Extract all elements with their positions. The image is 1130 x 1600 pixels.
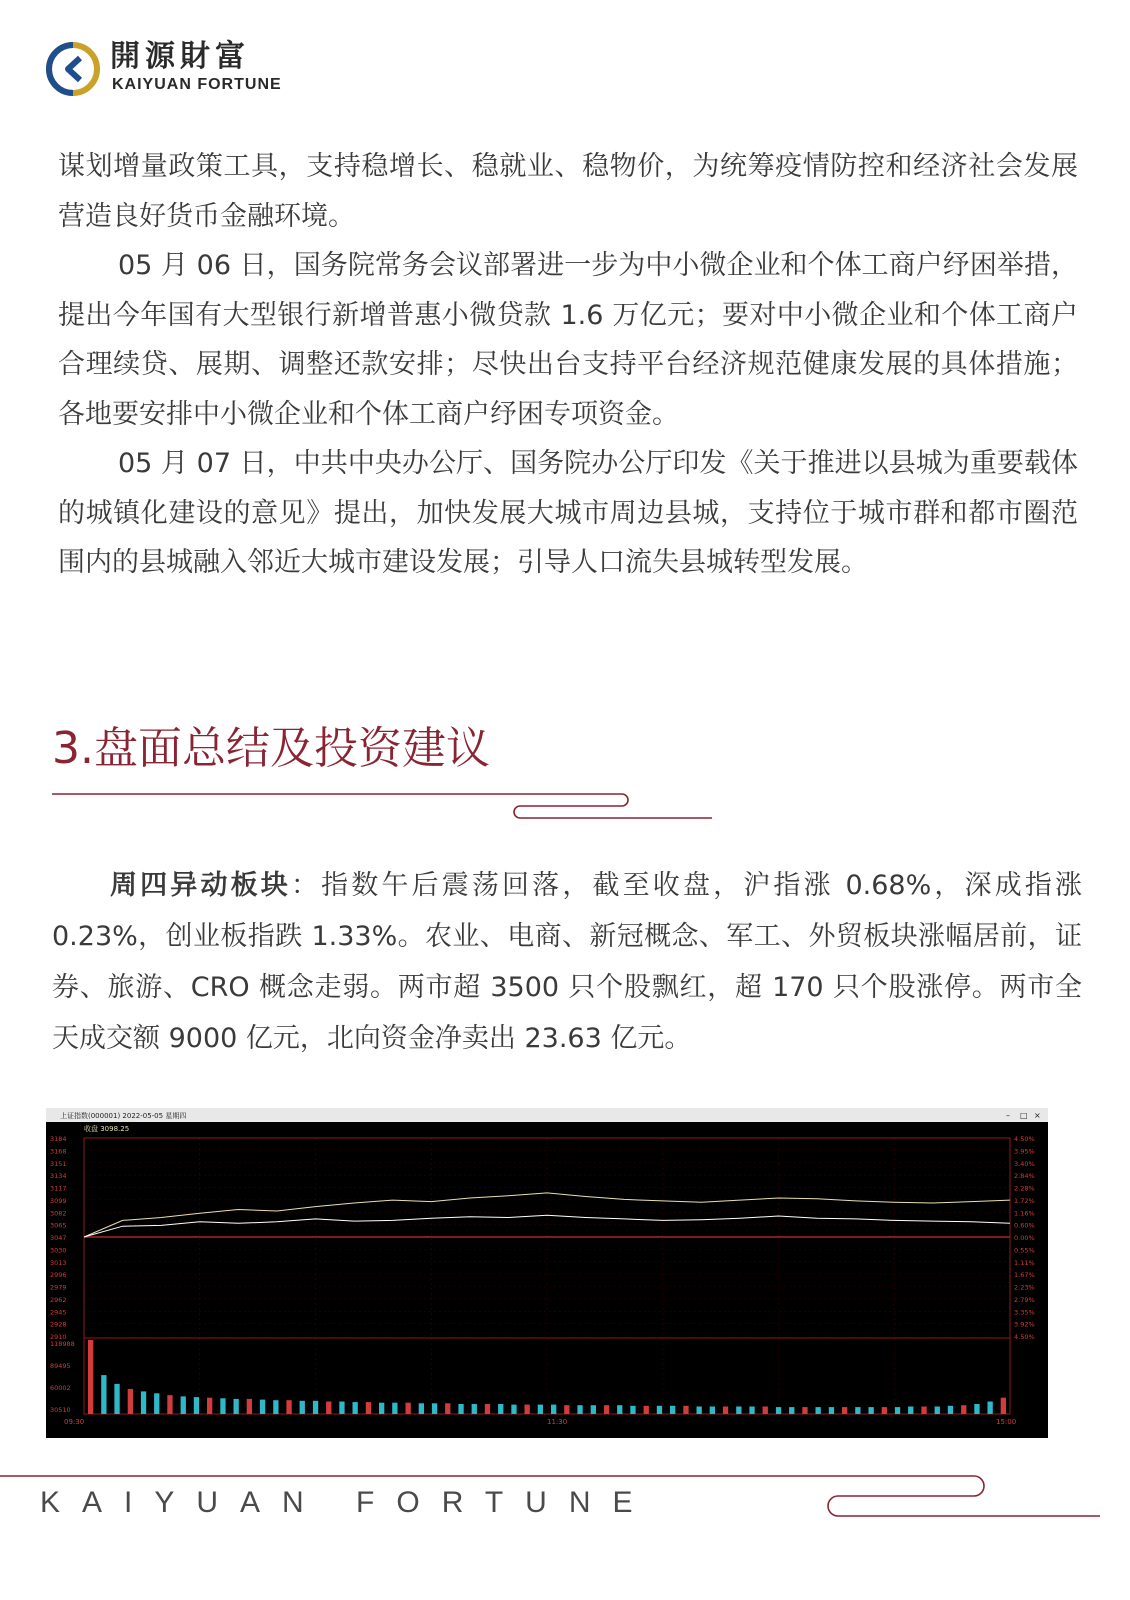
summary-lead: 周四异动板块 xyxy=(110,870,291,901)
volume-bar xyxy=(935,1407,940,1415)
volume-bar xyxy=(855,1407,860,1414)
volume-bar xyxy=(406,1403,411,1414)
y-tick-label-right: 3.35% xyxy=(1014,1308,1035,1317)
y-tick-label-right: 0.55% xyxy=(1014,1246,1035,1255)
volume-bar xyxy=(525,1405,530,1414)
chart-grid xyxy=(84,1138,1010,1414)
volume-bar xyxy=(591,1405,596,1414)
volume-bar xyxy=(353,1402,358,1414)
paragraph: 谋划增量政策工具，支持稳增长、稳就业、稳物价，为统筹疫情防控和经济社会发展营造良好货币金融环境。 xyxy=(58,151,1078,232)
volume-bar xyxy=(604,1405,609,1414)
y-tick-label-right: 1.67% xyxy=(1014,1271,1035,1280)
y-tick-label: 2996 xyxy=(50,1271,67,1280)
volume-tick-label: 30510 xyxy=(50,1406,71,1414)
volume-bar xyxy=(564,1405,569,1414)
volume-bar xyxy=(88,1340,93,1414)
volume-bar xyxy=(974,1404,979,1414)
close-icon[interactable]: × xyxy=(1034,1111,1041,1120)
y-tick-label: 3030 xyxy=(50,1246,67,1255)
chart-svg xyxy=(46,1108,1048,1438)
volume-bar xyxy=(273,1400,278,1414)
policy-news-text xyxy=(58,142,1078,588)
y-tick-label-right: 1.11% xyxy=(1014,1258,1035,1267)
volume-bar xyxy=(300,1401,305,1414)
y-tick-label: 3082 xyxy=(50,1209,67,1218)
volume-bar xyxy=(829,1407,834,1414)
y-tick-label-right: 2.28% xyxy=(1014,1184,1035,1193)
volume-bar xyxy=(895,1407,900,1414)
y-tick-label: 3047 xyxy=(50,1234,67,1242)
volume-bar xyxy=(538,1405,543,1414)
volume-bar xyxy=(194,1397,199,1414)
paragraph: 05 月 06 日，国务院常务会议部署进一步为中小微企业和个体工商户纾困举措，提出今年国有大型银行新增普惠小微贷款 1.6 万亿元；要对中小微企业和个体工商户合理续贷、展期、调整还款安排；尽快出台支持平台经济规范健康发展的具体措施；各地要安排中小微企业和个体工商户纾困专项资金。 xyxy=(58,250,1078,430)
y-tick-label: 2945 xyxy=(50,1308,67,1317)
y-axis-left xyxy=(50,1135,67,1341)
y-axis-right xyxy=(1014,1135,1035,1341)
y-tick-label-right: 0.00% xyxy=(1014,1234,1035,1242)
y-tick-label: 3184 xyxy=(50,1135,67,1143)
logo-chinese-name: 開源財富 xyxy=(110,39,250,74)
volume-bar xyxy=(948,1406,953,1414)
y-tick-label: 3151 xyxy=(50,1159,67,1168)
paragraph: 05 月 07 日，中共中央办公厅、国务院办公厅印发《关于推进以县城为重要载体的城镇化建设的意见》提出，加快发展大城市周边县城，支持位于城市群和都市圈范围内的县城融入邻近大城市建设发展；引导人口流失县城转型发展。 xyxy=(58,448,1078,578)
y-tick-label: 3134 xyxy=(50,1172,67,1181)
volume-bar xyxy=(802,1407,807,1414)
volume-bar xyxy=(644,1406,649,1414)
volume-bar xyxy=(577,1405,582,1414)
volume-bar xyxy=(247,1399,252,1414)
volume-bar xyxy=(234,1399,239,1414)
volume-bar xyxy=(128,1389,133,1414)
y-tick-label-right: 4.50% xyxy=(1014,1333,1035,1341)
volume-bar xyxy=(167,1395,172,1414)
volume-bar xyxy=(313,1401,318,1414)
volume-tick-label: 60002 xyxy=(50,1384,71,1392)
chart-window-titlebar xyxy=(46,1108,1048,1122)
y-tick-label: 2962 xyxy=(50,1295,67,1304)
y-tick-label-right: 3.92% xyxy=(1014,1320,1035,1329)
volume-bar xyxy=(908,1407,913,1415)
volume-bar xyxy=(260,1400,265,1414)
y-tick-label-right: 3.40% xyxy=(1014,1159,1035,1168)
volume-bar xyxy=(141,1391,146,1414)
volume-bar xyxy=(789,1407,794,1414)
y-tick-label-right: 4.50% xyxy=(1014,1135,1035,1143)
intraday-index-chart xyxy=(46,1108,1048,1438)
volume-bar xyxy=(776,1407,781,1414)
volume-bar xyxy=(432,1403,437,1414)
volume-axis xyxy=(50,1340,75,1414)
volume-bar xyxy=(736,1407,741,1415)
y-tick-label-right: 3.95% xyxy=(1014,1147,1035,1156)
y-tick-label-right: 1.72% xyxy=(1014,1196,1035,1205)
volume-bar xyxy=(366,1402,371,1414)
y-tick-label: 3117 xyxy=(50,1184,67,1193)
kaiyuan-logo-mark-icon xyxy=(46,42,100,96)
chart-subtitle: 收盘 3098.25 xyxy=(84,1125,130,1133)
volume-bar xyxy=(816,1407,821,1414)
volume-bar xyxy=(630,1406,635,1414)
chart-title: 上证指数(000001) 2022-05-05 星期四 xyxy=(60,1112,187,1120)
y-tick-label: 2928 xyxy=(50,1320,67,1329)
volume-bar xyxy=(181,1396,186,1414)
y-tick-label: 3168 xyxy=(50,1147,67,1156)
y-tick-label-right: 2.84% xyxy=(1014,1172,1035,1181)
volume-bar xyxy=(379,1403,384,1414)
volume-bar xyxy=(670,1406,675,1414)
volume-bar xyxy=(723,1407,728,1415)
summary-paragraph xyxy=(52,860,1082,1064)
volume-bar xyxy=(683,1406,688,1414)
volume-bar xyxy=(286,1400,291,1414)
logo-english-name: KAIYUAN FORTUNE xyxy=(112,76,282,93)
y-tick-label: 2910 xyxy=(50,1333,67,1341)
x-tick-label: 15:00 xyxy=(996,1418,1017,1426)
volume-bar xyxy=(697,1407,702,1415)
volume-bar xyxy=(458,1404,463,1414)
volume-bar xyxy=(617,1405,622,1414)
volume-bar xyxy=(869,1407,874,1414)
volume-bar xyxy=(763,1407,768,1415)
volume-bar xyxy=(419,1403,424,1414)
y-tick-label-right: 0.60% xyxy=(1014,1221,1035,1230)
volume-bar xyxy=(445,1403,450,1414)
volume-bar xyxy=(339,1402,344,1415)
volume-bar xyxy=(154,1393,159,1414)
volume-bar xyxy=(114,1384,119,1414)
volume-bar xyxy=(207,1398,212,1414)
x-axis xyxy=(64,1418,1016,1426)
x-tick-label: 11:30 xyxy=(547,1418,568,1426)
y-tick-label: 3013 xyxy=(50,1258,67,1267)
summary-text: ：指数午后震荡回落，截至收盘，沪指涨 0.68%，深成指涨 0.23%，创业板指跌 1.33%。农业、电商、新冠概念、军工、外贸板块涨幅居前，证券、旅游、CRO 概念走弱。两市超 3500 只个股飘红，超 170 只个股涨停。两市全天成交额 9000 亿元，北向资金净卖出 23.63 亿元。 xyxy=(52,870,1083,1054)
y-tick-label-right: 1.16% xyxy=(1014,1209,1035,1218)
volume-bars xyxy=(88,1340,1006,1414)
footer-wordmark: KAIYUAN FORTUNE xyxy=(40,1486,655,1519)
x-tick-label: 09:30 xyxy=(64,1418,85,1426)
volume-bar xyxy=(511,1405,516,1414)
y-tick-label: 3099 xyxy=(50,1196,67,1205)
y-tick-label-right: 2.79% xyxy=(1014,1295,1035,1304)
volume-bar xyxy=(551,1405,556,1414)
volume-bar xyxy=(1001,1398,1006,1414)
volume-bar xyxy=(392,1403,397,1414)
volume-bar xyxy=(220,1398,225,1414)
volume-bar xyxy=(710,1407,715,1415)
section-divider-decoration xyxy=(52,788,732,828)
volume-bar xyxy=(749,1407,754,1415)
volume-bar xyxy=(882,1407,887,1414)
section-title: 3.盘面总结及投资建议 xyxy=(52,723,490,774)
volume-bar xyxy=(988,1402,993,1415)
volume-bar xyxy=(498,1404,503,1414)
market-summary xyxy=(52,860,1082,1064)
volume-bar xyxy=(472,1404,477,1414)
y-tick-label: 3065 xyxy=(50,1221,67,1230)
volume-bar xyxy=(101,1375,106,1414)
y-tick-label-right: 2.23% xyxy=(1014,1283,1035,1292)
volume-bar xyxy=(842,1407,847,1414)
volume-tick-label: 89495 xyxy=(50,1362,71,1370)
y-tick-label: 2979 xyxy=(50,1283,67,1292)
volume-tick-label: 118988 xyxy=(50,1340,75,1348)
volume-bar xyxy=(657,1406,662,1414)
volume-bar xyxy=(921,1407,926,1415)
volume-bar xyxy=(485,1404,490,1414)
minimize-icon[interactable]: – xyxy=(1006,1111,1010,1120)
kaiyuan-logo xyxy=(46,40,306,98)
maximize-icon[interactable]: □ xyxy=(1020,1111,1028,1120)
volume-bar xyxy=(326,1402,331,1415)
volume-bar xyxy=(961,1405,966,1414)
